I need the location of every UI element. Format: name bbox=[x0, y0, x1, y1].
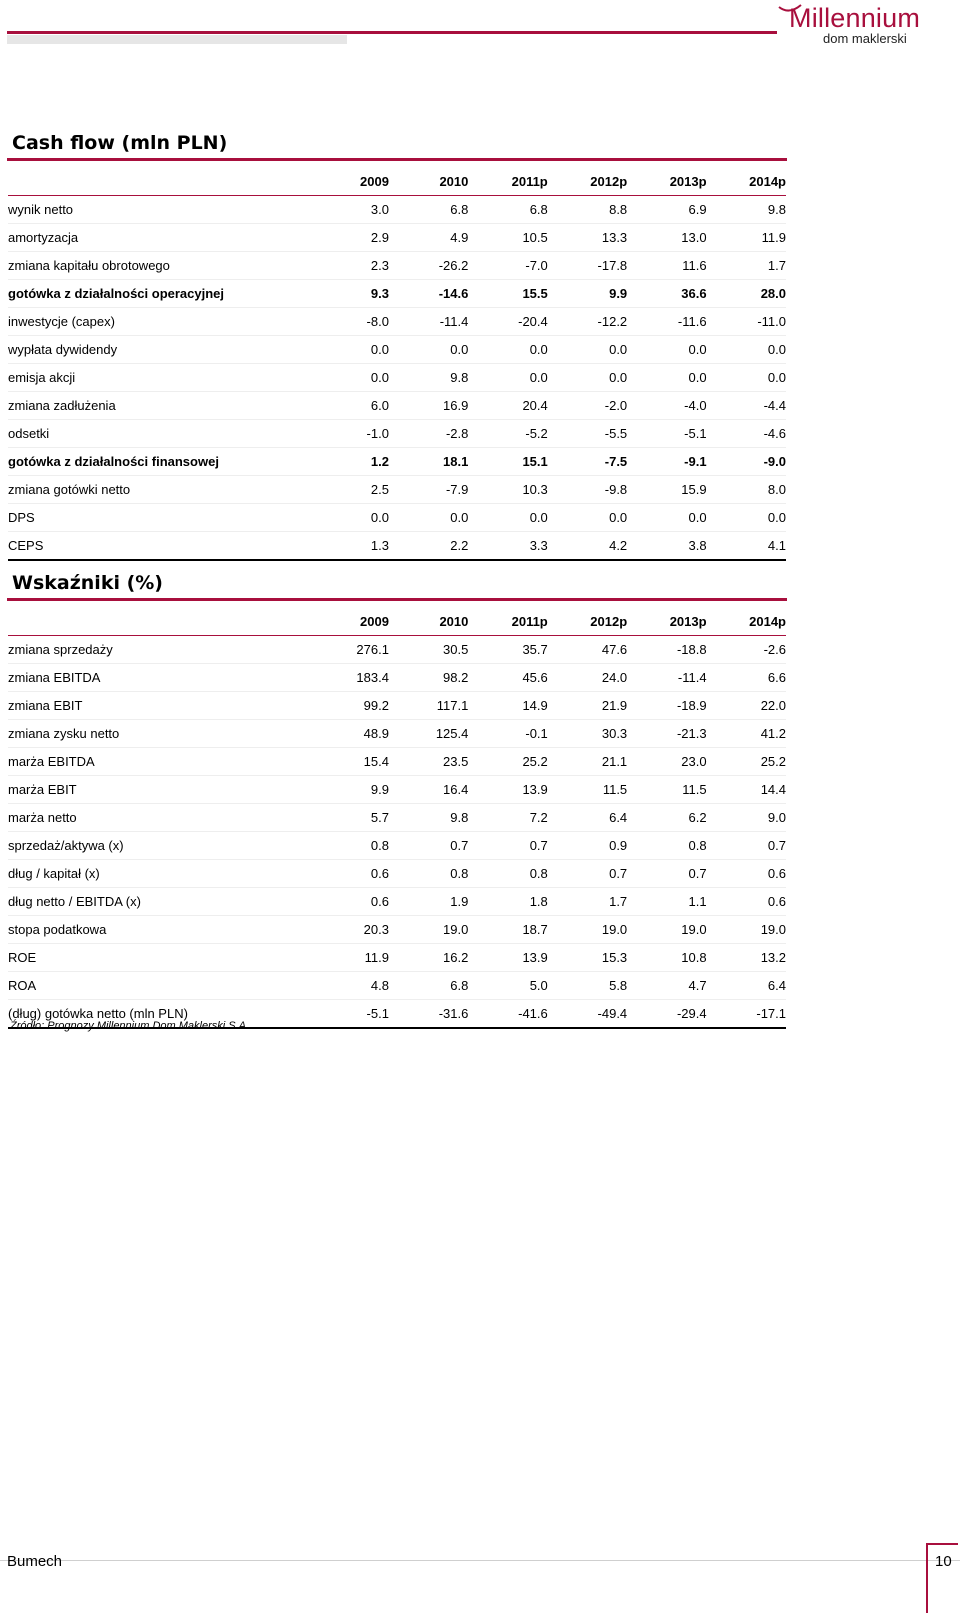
row-value: -4.4 bbox=[707, 392, 786, 420]
row-value: 22.0 bbox=[707, 692, 786, 720]
row-value: -5.2 bbox=[468, 420, 547, 448]
header-label-cell bbox=[8, 603, 310, 636]
row-value: 4.8 bbox=[310, 972, 389, 1000]
row-label: ROA bbox=[8, 972, 310, 1000]
row-value: -31.6 bbox=[389, 1000, 468, 1029]
row-value: 0.0 bbox=[627, 336, 706, 364]
header-rule bbox=[7, 31, 777, 34]
year-header: 2009 bbox=[310, 163, 389, 196]
row-value: 99.2 bbox=[310, 692, 389, 720]
row-value: 48.9 bbox=[310, 720, 389, 748]
row-value: 6.4 bbox=[707, 972, 786, 1000]
row-value: 2.3 bbox=[310, 252, 389, 280]
row-value: 0.8 bbox=[310, 832, 389, 860]
row-label: zmiana zysku netto bbox=[8, 720, 310, 748]
row-value: 10.5 bbox=[468, 224, 547, 252]
row-label: amortyzacja bbox=[8, 224, 310, 252]
row-value: 1.2 bbox=[310, 448, 389, 476]
row-label: wypłata dywidendy bbox=[8, 336, 310, 364]
table-row bbox=[8, 916, 786, 944]
row-value: 0.0 bbox=[707, 504, 786, 532]
row-value: 25.2 bbox=[707, 748, 786, 776]
row-value: 20.4 bbox=[468, 392, 547, 420]
row-value: 21.9 bbox=[548, 692, 627, 720]
row-value: -7.0 bbox=[468, 252, 547, 280]
row-value: 30.3 bbox=[548, 720, 627, 748]
footer-rule bbox=[0, 1560, 960, 1561]
row-value: 15.4 bbox=[310, 748, 389, 776]
row-value: 19.0 bbox=[389, 916, 468, 944]
table-row bbox=[8, 252, 786, 280]
table-row bbox=[8, 504, 786, 532]
row-value: -26.2 bbox=[389, 252, 468, 280]
row-value: 0.0 bbox=[627, 364, 706, 392]
table-row bbox=[8, 532, 786, 561]
row-value: 4.1 bbox=[707, 532, 786, 561]
row-value: 4.7 bbox=[627, 972, 706, 1000]
row-value: -0.1 bbox=[468, 720, 547, 748]
table-row bbox=[8, 972, 786, 1000]
millennium-logo bbox=[775, 3, 955, 51]
row-label: dług / kapitał (x) bbox=[8, 860, 310, 888]
row-label: zmiana EBITDA bbox=[8, 664, 310, 692]
row-value: 9.9 bbox=[310, 776, 389, 804]
row-value: -17.1 bbox=[707, 1000, 786, 1029]
row-value: 0.0 bbox=[468, 336, 547, 364]
table-row bbox=[8, 860, 786, 888]
source-note: Źródło: Prognozy Millennium Dom Maklerski S.A. bbox=[10, 1020, 250, 1032]
row-value: -2.0 bbox=[548, 392, 627, 420]
row-value: 0.0 bbox=[468, 504, 547, 532]
row-value: 3.3 bbox=[468, 532, 547, 561]
row-value: 0.0 bbox=[548, 504, 627, 532]
row-value: 2.9 bbox=[310, 224, 389, 252]
row-label: emisja akcji bbox=[8, 364, 310, 392]
row-value: 125.4 bbox=[389, 720, 468, 748]
row-value: 0.0 bbox=[468, 364, 547, 392]
row-value: 0.6 bbox=[310, 888, 389, 916]
row-value: 6.0 bbox=[310, 392, 389, 420]
row-label: marża netto bbox=[8, 804, 310, 832]
row-value: -11.0 bbox=[707, 308, 786, 336]
row-value: 98.2 bbox=[389, 664, 468, 692]
row-value: 18.7 bbox=[468, 916, 547, 944]
row-value: 41.2 bbox=[707, 720, 786, 748]
row-value: 9.8 bbox=[707, 196, 786, 224]
row-value: 1.7 bbox=[548, 888, 627, 916]
row-value: 8.8 bbox=[548, 196, 627, 224]
row-value: 10.3 bbox=[468, 476, 547, 504]
table-row bbox=[8, 448, 786, 476]
row-value: 0.0 bbox=[627, 504, 706, 532]
logo-name: Millennium bbox=[789, 3, 921, 33]
year-header: 2010 bbox=[389, 163, 468, 196]
row-label: sprzedaż/aktywa (x) bbox=[8, 832, 310, 860]
row-value: -11.6 bbox=[627, 308, 706, 336]
row-value: 23.5 bbox=[389, 748, 468, 776]
row-value: -41.6 bbox=[468, 1000, 547, 1029]
table-row bbox=[8, 224, 786, 252]
row-label: odsetki bbox=[8, 420, 310, 448]
year-header: 2012p bbox=[548, 603, 627, 636]
row-value: 0.7 bbox=[707, 832, 786, 860]
row-value: -21.3 bbox=[627, 720, 706, 748]
row-value: -5.1 bbox=[627, 420, 706, 448]
year-header: 2012p bbox=[548, 163, 627, 196]
row-value: -11.4 bbox=[627, 664, 706, 692]
row-value: 13.2 bbox=[707, 944, 786, 972]
row-value: -18.9 bbox=[627, 692, 706, 720]
row-value: 0.8 bbox=[389, 860, 468, 888]
row-value: 0.0 bbox=[310, 364, 389, 392]
row-value: 0.8 bbox=[627, 832, 706, 860]
row-value: 0.0 bbox=[707, 364, 786, 392]
row-value: 9.9 bbox=[548, 280, 627, 308]
row-label: marża EBITDA bbox=[8, 748, 310, 776]
row-value: 13.0 bbox=[627, 224, 706, 252]
page-number: 10 bbox=[935, 1553, 952, 1570]
row-value: 0.0 bbox=[389, 336, 468, 364]
row-value: -12.2 bbox=[548, 308, 627, 336]
table-row bbox=[8, 280, 786, 308]
row-value: 2.2 bbox=[389, 532, 468, 561]
row-value: 9.8 bbox=[389, 364, 468, 392]
row-value: -18.8 bbox=[627, 636, 706, 664]
table-header-row bbox=[8, 163, 786, 196]
row-value: 6.4 bbox=[548, 804, 627, 832]
row-label: dług netto / EBITDA (x) bbox=[8, 888, 310, 916]
table-row bbox=[8, 692, 786, 720]
row-value: -5.1 bbox=[310, 1000, 389, 1029]
row-label: DPS bbox=[8, 504, 310, 532]
row-value: 20.3 bbox=[310, 916, 389, 944]
table-row bbox=[8, 804, 786, 832]
year-header: 2011p bbox=[468, 163, 547, 196]
row-value: 117.1 bbox=[389, 692, 468, 720]
logo-subtitle: dom maklerski bbox=[823, 31, 907, 46]
row-value: -7.9 bbox=[389, 476, 468, 504]
ratios-table bbox=[8, 603, 786, 1029]
footer-company: Bumech bbox=[7, 1553, 63, 1570]
row-value: 2.5 bbox=[310, 476, 389, 504]
row-value: 16.2 bbox=[389, 944, 468, 972]
row-value: 14.9 bbox=[468, 692, 547, 720]
row-value: 1.7 bbox=[707, 252, 786, 280]
row-value: 6.6 bbox=[707, 664, 786, 692]
row-value: 47.6 bbox=[548, 636, 627, 664]
row-value: 11.5 bbox=[548, 776, 627, 804]
row-value: -49.4 bbox=[548, 1000, 627, 1029]
row-value: 0.0 bbox=[310, 504, 389, 532]
row-value: 0.7 bbox=[548, 860, 627, 888]
row-value: 5.8 bbox=[548, 972, 627, 1000]
row-value: -5.5 bbox=[548, 420, 627, 448]
year-header: 2014p bbox=[707, 603, 786, 636]
row-value: -9.0 bbox=[707, 448, 786, 476]
row-value: 6.9 bbox=[627, 196, 706, 224]
row-value: 9.3 bbox=[310, 280, 389, 308]
table-row bbox=[8, 308, 786, 336]
row-value: 19.0 bbox=[627, 916, 706, 944]
row-value: 23.0 bbox=[627, 748, 706, 776]
row-value: 0.9 bbox=[548, 832, 627, 860]
cashflow-title: Cash flow (mln PLN) bbox=[12, 132, 228, 154]
row-value: 11.6 bbox=[627, 252, 706, 280]
row-label: zmiana sprzedaży bbox=[8, 636, 310, 664]
row-value: -17.8 bbox=[548, 252, 627, 280]
row-label: zmiana EBIT bbox=[8, 692, 310, 720]
row-value: 4.2 bbox=[548, 532, 627, 561]
row-value: -20.4 bbox=[468, 308, 547, 336]
year-header: 2011p bbox=[468, 603, 547, 636]
row-value: -4.6 bbox=[707, 420, 786, 448]
ratios-title: Wskaźniki (%) bbox=[12, 572, 163, 594]
table-row bbox=[8, 720, 786, 748]
row-value: 1.3 bbox=[310, 532, 389, 561]
row-value: 35.7 bbox=[468, 636, 547, 664]
row-value: 0.6 bbox=[310, 860, 389, 888]
row-value: 5.0 bbox=[468, 972, 547, 1000]
row-value: 36.6 bbox=[627, 280, 706, 308]
row-value: 0.0 bbox=[707, 336, 786, 364]
row-value: 25.2 bbox=[468, 748, 547, 776]
year-header: 2013p bbox=[627, 163, 706, 196]
row-value: 18.1 bbox=[389, 448, 468, 476]
ratios-title-rule bbox=[7, 598, 787, 601]
row-value: 9.0 bbox=[707, 804, 786, 832]
row-value: 15.5 bbox=[468, 280, 547, 308]
row-value: 19.0 bbox=[548, 916, 627, 944]
row-value: 28.0 bbox=[707, 280, 786, 308]
table-row bbox=[8, 776, 786, 804]
row-label: gotówka z działalności finansowej bbox=[8, 448, 310, 476]
header-grey-band bbox=[7, 35, 347, 44]
row-value: 14.4 bbox=[707, 776, 786, 804]
row-label: ROE bbox=[8, 944, 310, 972]
row-value: -11.4 bbox=[389, 308, 468, 336]
row-value: 13.9 bbox=[468, 776, 547, 804]
table-row bbox=[8, 748, 786, 776]
row-value: -8.0 bbox=[310, 308, 389, 336]
row-label: marża EBIT bbox=[8, 776, 310, 804]
row-value: 6.8 bbox=[389, 972, 468, 1000]
row-value: 11.5 bbox=[627, 776, 706, 804]
row-value: 0.0 bbox=[389, 504, 468, 532]
row-label: gotówka z działalności operacyjnej bbox=[8, 280, 310, 308]
table-row bbox=[8, 476, 786, 504]
row-value: 6.8 bbox=[468, 196, 547, 224]
row-value: 45.6 bbox=[468, 664, 547, 692]
row-value: 6.8 bbox=[389, 196, 468, 224]
row-value: 1.8 bbox=[468, 888, 547, 916]
table-row bbox=[8, 832, 786, 860]
table-row bbox=[8, 336, 786, 364]
table-row bbox=[8, 420, 786, 448]
row-value: 30.5 bbox=[389, 636, 468, 664]
row-value: 8.0 bbox=[707, 476, 786, 504]
row-value: 183.4 bbox=[310, 664, 389, 692]
row-value: 15.3 bbox=[548, 944, 627, 972]
row-label: (dług) gotówka netto (mln PLN) bbox=[8, 1000, 310, 1029]
row-value: 0.0 bbox=[548, 336, 627, 364]
row-label: zmiana kapitału obrotowego bbox=[8, 252, 310, 280]
row-value: 0.7 bbox=[627, 860, 706, 888]
cashflow-table bbox=[8, 163, 786, 561]
row-value: 3.8 bbox=[627, 532, 706, 561]
row-value: 11.9 bbox=[310, 944, 389, 972]
row-label: zmiana zadłużenia bbox=[8, 392, 310, 420]
table-row bbox=[8, 664, 786, 692]
row-value: 13.3 bbox=[548, 224, 627, 252]
table-header-row bbox=[8, 603, 786, 636]
row-value: 1.1 bbox=[627, 888, 706, 916]
row-value: -9.8 bbox=[548, 476, 627, 504]
row-value: 15.1 bbox=[468, 448, 547, 476]
row-value: -7.5 bbox=[548, 448, 627, 476]
row-value: -2.6 bbox=[707, 636, 786, 664]
row-value: 276.1 bbox=[310, 636, 389, 664]
table-row bbox=[8, 636, 786, 664]
row-value: 16.9 bbox=[389, 392, 468, 420]
row-label: stopa podatkowa bbox=[8, 916, 310, 944]
row-value: 0.7 bbox=[468, 832, 547, 860]
row-value: 11.9 bbox=[707, 224, 786, 252]
table-row bbox=[8, 196, 786, 224]
row-value: 0.6 bbox=[707, 888, 786, 916]
row-value: 0.0 bbox=[310, 336, 389, 364]
row-value: 24.0 bbox=[548, 664, 627, 692]
row-value: 5.7 bbox=[310, 804, 389, 832]
table-row bbox=[8, 944, 786, 972]
table-row bbox=[8, 392, 786, 420]
table-row bbox=[8, 364, 786, 392]
cashflow-title-rule bbox=[7, 158, 787, 161]
table-row bbox=[8, 888, 786, 916]
row-value: -9.1 bbox=[627, 448, 706, 476]
row-value: 19.0 bbox=[707, 916, 786, 944]
row-value: 16.4 bbox=[389, 776, 468, 804]
row-value: 10.8 bbox=[627, 944, 706, 972]
row-value: -14.6 bbox=[389, 280, 468, 308]
row-value: 9.8 bbox=[389, 804, 468, 832]
row-label: CEPS bbox=[8, 532, 310, 561]
year-header: 2014p bbox=[707, 163, 786, 196]
row-value: -4.0 bbox=[627, 392, 706, 420]
row-value: -2.8 bbox=[389, 420, 468, 448]
row-value: 1.9 bbox=[389, 888, 468, 916]
row-value: 21.1 bbox=[548, 748, 627, 776]
row-value: -1.0 bbox=[310, 420, 389, 448]
row-value: 7.2 bbox=[468, 804, 547, 832]
year-header: 2013p bbox=[627, 603, 706, 636]
row-value: 0.8 bbox=[468, 860, 547, 888]
row-value: 4.9 bbox=[389, 224, 468, 252]
row-value: 15.9 bbox=[627, 476, 706, 504]
row-value: -29.4 bbox=[627, 1000, 706, 1029]
row-value: 13.9 bbox=[468, 944, 547, 972]
year-header: 2009 bbox=[310, 603, 389, 636]
row-value: 0.7 bbox=[389, 832, 468, 860]
row-label: inwestycje (capex) bbox=[8, 308, 310, 336]
row-label: zmiana gotówki netto bbox=[8, 476, 310, 504]
year-header: 2010 bbox=[389, 603, 468, 636]
row-value: 0.0 bbox=[548, 364, 627, 392]
row-value: 0.6 bbox=[707, 860, 786, 888]
header-label-cell bbox=[8, 163, 310, 196]
row-value: 6.2 bbox=[627, 804, 706, 832]
row-value: 3.0 bbox=[310, 196, 389, 224]
row-label: wynik netto bbox=[8, 196, 310, 224]
